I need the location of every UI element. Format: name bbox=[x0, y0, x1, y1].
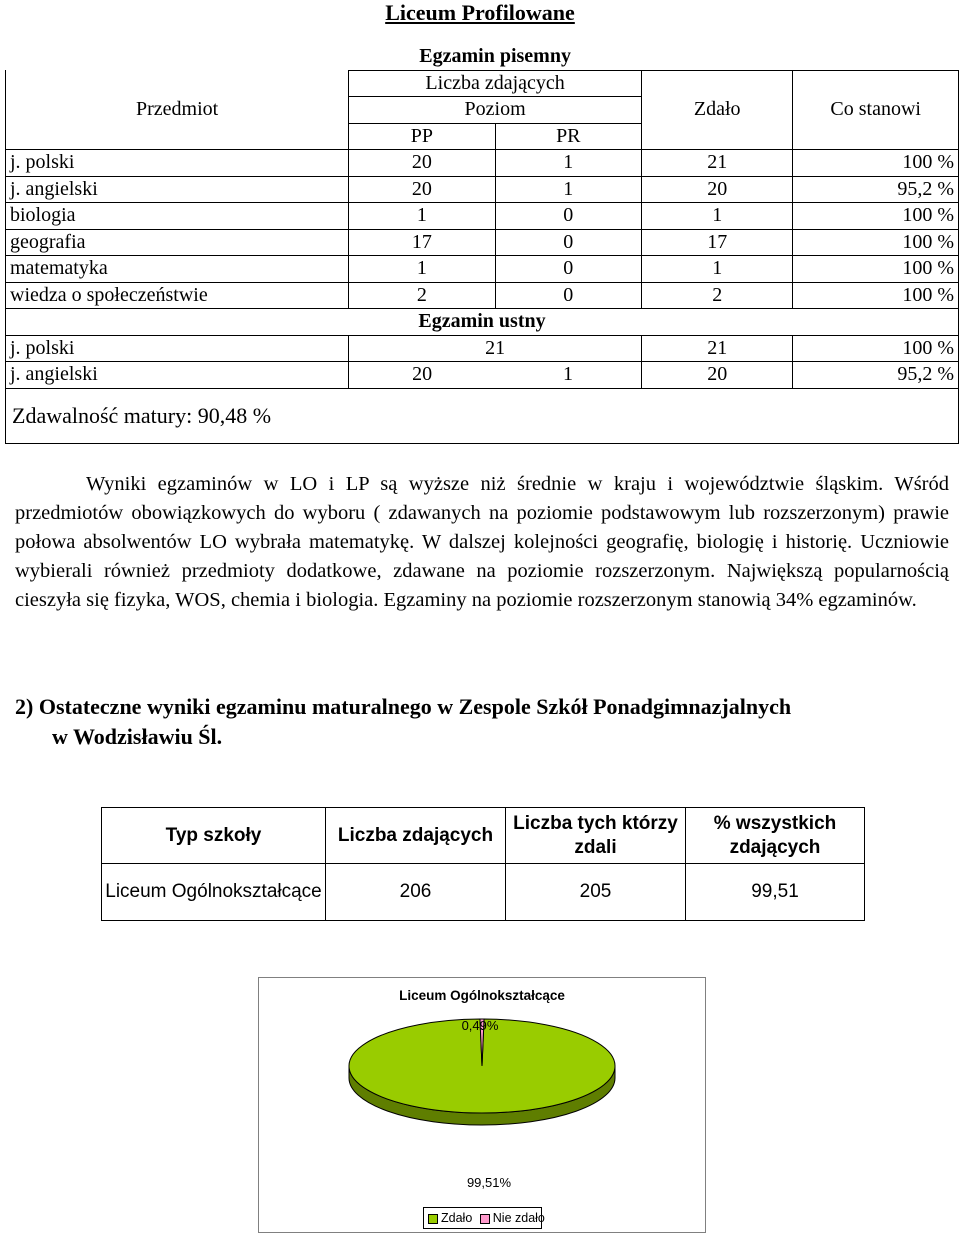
percent-cell: 99,51 bbox=[686, 864, 865, 921]
percent-cell: 100 % bbox=[793, 282, 959, 309]
table-row bbox=[6, 203, 959, 230]
col-pp-header: PP bbox=[349, 123, 495, 150]
pr-cell: 0 bbox=[495, 229, 641, 256]
percent-cell: 100 % bbox=[793, 150, 959, 177]
pr-cell: 1 bbox=[495, 150, 641, 177]
pie-chart bbox=[258, 977, 706, 1233]
passed-cell: 1 bbox=[641, 203, 792, 230]
pp-cell: 17 bbox=[349, 229, 495, 256]
written-exam-header: Egzamin pisemny bbox=[419, 45, 571, 68]
percent-cell: 100 % bbox=[793, 335, 959, 362]
written-exam-table bbox=[5, 44, 959, 444]
subject-cell: j. polski bbox=[6, 335, 349, 362]
percent-cell: 100 % bbox=[793, 256, 959, 283]
pr-cell: 0 bbox=[495, 256, 641, 283]
percent-cell: 95,2 % bbox=[793, 176, 959, 203]
results-paragraph bbox=[15, 470, 949, 615]
col-level-header: Poziom bbox=[349, 97, 642, 124]
pp-cell: 2 bbox=[349, 282, 495, 309]
passed-cell: 1 bbox=[641, 256, 792, 283]
count-cell: 21 bbox=[349, 335, 642, 362]
col-pr-header: PR bbox=[495, 123, 641, 150]
percent-cell: 95,2 % bbox=[793, 362, 959, 389]
header-school-type: Typ szkoły bbox=[102, 808, 326, 864]
pass-rate-summary: Zdawalność matury: 90,48 % bbox=[6, 388, 959, 443]
table-row bbox=[6, 335, 959, 362]
legend-label-passed: Zdało bbox=[441, 1211, 473, 1225]
subject-cell: j. polski bbox=[6, 150, 349, 177]
col-passed-header: Zdało bbox=[641, 70, 792, 150]
passed-cell: 20 bbox=[641, 362, 792, 389]
header-passed: Liczba tych którzy zdali bbox=[506, 808, 686, 864]
legend-swatch-passed bbox=[428, 1214, 438, 1224]
passed-cell: 21 bbox=[641, 150, 792, 177]
chart-title: Liceum Ogólnokształcące bbox=[399, 988, 565, 1003]
pp-cell: 20 bbox=[349, 176, 495, 203]
pr-cell: 1 bbox=[495, 176, 641, 203]
legend-label-failed: Nie zdało bbox=[492, 1211, 545, 1225]
subject-cell: matematyka bbox=[6, 256, 349, 283]
section-heading bbox=[15, 692, 949, 752]
table-row bbox=[102, 864, 865, 921]
table-row bbox=[6, 150, 959, 177]
label-passed-percent: 99,51% bbox=[466, 1175, 512, 1190]
subject-cell: wiedza o społeczeństwie bbox=[6, 282, 349, 309]
legend-swatch-failed bbox=[480, 1214, 490, 1224]
pp-cell: 1 bbox=[349, 256, 495, 283]
col-subject-header: Przedmiot bbox=[6, 70, 349, 150]
label-failed-percent: 0,49% bbox=[461, 1018, 499, 1033]
col-percent-header: Co stanowi bbox=[793, 70, 959, 150]
pie-chart-svg bbox=[259, 978, 705, 1232]
subject-cell: j. angielski bbox=[6, 176, 349, 203]
chart-legend bbox=[423, 1207, 545, 1229]
header-count: Liczba zdających bbox=[326, 808, 506, 864]
subject-cell: biologia bbox=[6, 203, 349, 230]
passed-cell: 21 bbox=[641, 335, 792, 362]
passed-cell: 20 bbox=[641, 176, 792, 203]
percent-cell: 100 % bbox=[793, 229, 959, 256]
count-cell: 20 bbox=[349, 362, 495, 389]
passed-cell: 205 bbox=[506, 864, 686, 921]
count-extra-cell: 1 bbox=[495, 362, 641, 389]
school-type-cell: Liceum Ogólnokształcące bbox=[102, 864, 326, 921]
paragraph-text: Wyniki egzaminów w LO i LP są wyższe niż średnie w kraju i województwie śląskim. Wśród przedmiotów obowiązkowych do wyboru ( zdawanych na poziomie podstawowym lub rozszerzonym) prawie połowa absolwentów LO wybrała matematykę. W dalszej kolejności geografię, biologię i historię. Uczniowie wybierali również przedmioty dodatkowe, zdawane na poziomie rozszerzonym. Największą popularnością cieszyła się fizyka, WOS, chemia i biologia. Egzaminy na poziomie rozszerzonym stanowią 34% egzaminów. bbox=[15, 473, 949, 611]
table-row bbox=[6, 229, 959, 256]
subject-cell: geografia bbox=[6, 229, 349, 256]
school-results-table bbox=[101, 807, 865, 921]
oral-exam-header: Egzamin ustny bbox=[6, 309, 959, 336]
col-count-header: Liczba zdających bbox=[349, 70, 642, 97]
percent-cell: 100 % bbox=[793, 203, 959, 230]
header-percent: % wszystkich zdających bbox=[686, 808, 865, 864]
pp-cell: 20 bbox=[349, 150, 495, 177]
table-row bbox=[6, 256, 959, 283]
subject-cell: j. angielski bbox=[6, 362, 349, 389]
pr-cell: 0 bbox=[495, 203, 641, 230]
page-title: Liceum Profilowane bbox=[385, 0, 575, 25]
heading-line-1: 2) Ostateczne wyniki egzaminu maturalnego w Zespole Szkół Ponadgimnazjalnych bbox=[15, 694, 792, 719]
passed-cell: 2 bbox=[641, 282, 792, 309]
count-cell: 206 bbox=[326, 864, 506, 921]
passed-cell: 17 bbox=[641, 229, 792, 256]
heading-line-2: w Wodzisławiu Śl. bbox=[52, 724, 223, 749]
table-row bbox=[6, 282, 959, 309]
pp-cell: 1 bbox=[349, 203, 495, 230]
table-row bbox=[6, 362, 959, 389]
table-row bbox=[6, 176, 959, 203]
pr-cell: 0 bbox=[495, 282, 641, 309]
